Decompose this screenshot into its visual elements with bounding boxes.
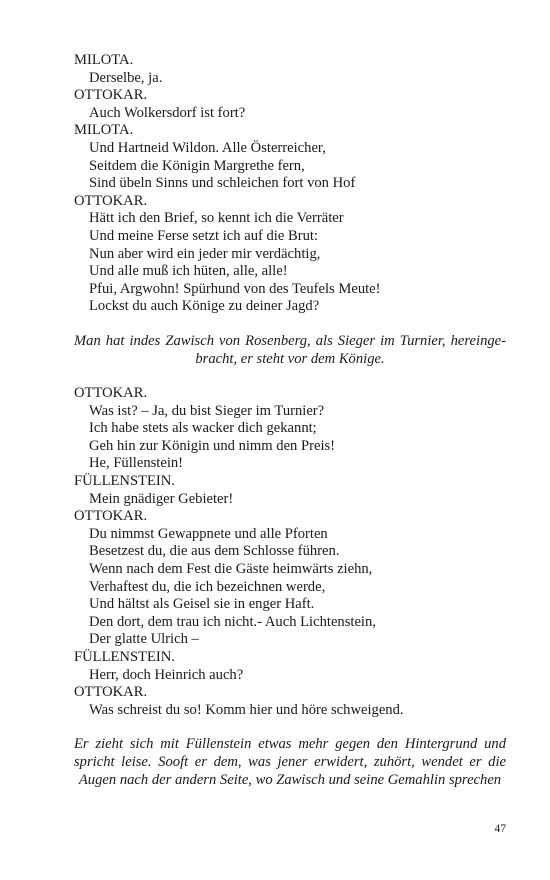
verse-line: Was schreist du so! Komm hier und höre schweigend. [89, 701, 404, 718]
verse-line: Mein gnädiger Gebieter! [89, 490, 234, 507]
verse-line: Nun aber wird ein jeder mir verdächtig, [89, 245, 321, 262]
verse-line: Derselbe, ja. [89, 69, 163, 86]
verse-line: Wenn nach dem Fest die Gäste heimwärts ziehn, [89, 561, 373, 578]
speaker-name: OTTOKAR. [74, 192, 148, 209]
speaker-name: OTTOKAR. [74, 87, 148, 104]
verse-line: Und meine Ferse setzt ich auf die Brut: [89, 227, 318, 244]
speaker-name: OTTOKAR. [74, 508, 148, 525]
play-text [74, 52, 506, 789]
verse-line: Und hältst als Geisel sie in enger Haft. [89, 596, 315, 613]
speaker-name: MILOTA. [74, 122, 134, 139]
verse-line: Geh hin zur Königin und nimm den Preis! [89, 437, 336, 454]
verse-line: Herr, doch Heinrich auch? [89, 666, 244, 683]
verse-line: Der glatte Ulrich – [89, 631, 199, 648]
verse-line: Hätt ich den Brief, so kennt ich die Verräter [89, 210, 344, 227]
verse-line: Verhaftest du, die ich bezeichnen werde, [89, 578, 326, 595]
verse-line: Ich habe stets als wacker dich gekannt; [89, 420, 317, 437]
verse-line: Seitdem die Königin Margrethe fern, [89, 157, 305, 174]
verse-line: Was ist? – Ja, du bist Sieger im Turnier? [89, 402, 325, 419]
blank-line [74, 719, 506, 736]
stage-direction: Man hat indes Zawisch von Rosenberg, als Sieger im Turnier, hereinge-bracht, er steht vor dem Könige. [74, 332, 506, 367]
blank-line [74, 368, 506, 385]
verse-line: Den dort, dem trau ich nicht.- Auch Lichtenstein, [89, 613, 376, 630]
speaker-name: FÜLLENSTEIN. [74, 473, 175, 490]
stage-direction: Er zieht sich mit Füllenstein etwas mehr gegen den Hintergrund und spricht leise. Sooft er dem, was jener erwidert, zuhört, wendet er die Augen nach der andern Seite, wo Zawisch und seine Gemahlin sprechen [74, 736, 506, 788]
verse-line: Auch Wolkersdorf ist fort? [89, 104, 246, 121]
verse-line: Pfui, Argwohn! Spürhund von des Teufels Meute! [89, 280, 381, 297]
verse-line: Lockst du auch Könige zu deiner Jagd? [89, 298, 320, 315]
speaker-name: OTTOKAR. [74, 684, 148, 701]
speaker-name: OTTOKAR. [74, 385, 148, 402]
verse-line: Besetzest du, die aus dem Schlosse führen. [89, 543, 340, 560]
verse-line: Du nimmst Gewappnete und alle Pforten [89, 525, 328, 542]
blank-line [74, 316, 506, 333]
verse-line: Und alle muß ich hüten, alle, alle! [89, 263, 288, 280]
verse-line: Und Hartneid Wildon. Alle Österreicher, [89, 139, 326, 156]
page-number: 47 [494, 823, 506, 835]
verse-line: He, Füllenstein! [89, 455, 184, 472]
speaker-name: MILOTA. [74, 52, 134, 68]
speaker-name: FÜLLENSTEIN. [74, 649, 175, 665]
verse-line: Sind übeln Sinns und schleichen fort von Hof [89, 175, 356, 192]
